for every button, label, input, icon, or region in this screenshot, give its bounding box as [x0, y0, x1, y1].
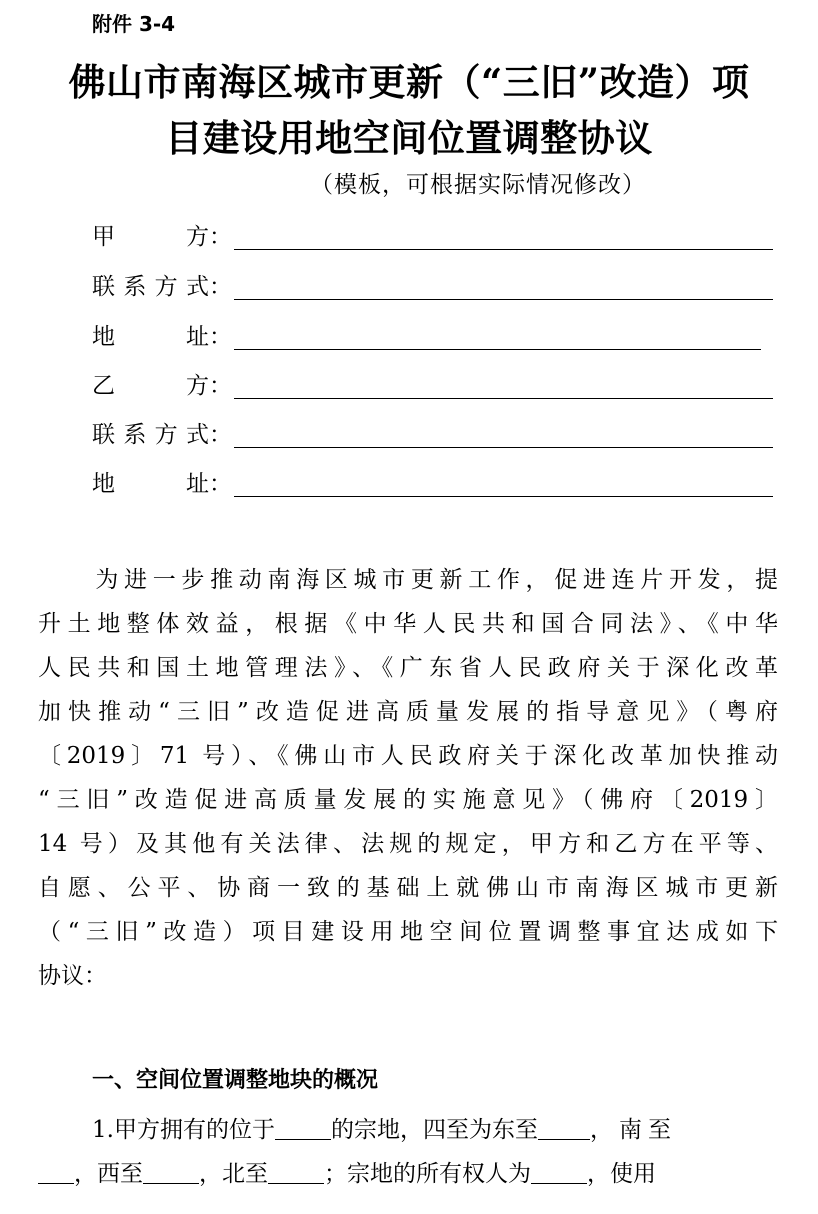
label-char: 系 [123, 274, 147, 300]
owner-blank[interactable] [531, 1160, 587, 1184]
label-char: 系 [123, 422, 147, 448]
clause-text: 1.甲方拥有的位于 [92, 1117, 275, 1143]
clause-text: ，西至 [74, 1161, 143, 1187]
label-char: 联 [92, 274, 115, 300]
party-b-address-label [92, 465, 232, 498]
party-a-address-blank[interactable] [234, 349, 761, 350]
paragraph-line: 自愿、公平、协商一致的基础上就佛山市南海区城市更新 [38, 875, 778, 901]
party-a-contact-blank[interactable] [234, 299, 773, 300]
party-b-contact-label [92, 416, 232, 449]
paragraph-line: 14 号）及其他有关法律、法规的规定，甲方和乙方在平等、 [38, 831, 778, 857]
party-b-contact-blank[interactable] [234, 447, 773, 448]
party-b-label [92, 367, 232, 400]
label-char: 方 [154, 274, 178, 300]
party-a-contact-label [92, 268, 232, 301]
paragraph-line: 协议： [38, 963, 107, 989]
clause-text: 的宗地，四至为东至 [330, 1117, 538, 1143]
party-a-label [92, 218, 232, 251]
party-a-blank[interactable] [234, 249, 773, 250]
location-blank[interactable] [275, 1116, 331, 1140]
clause-text: ；宗地的所有权人为 [324, 1161, 531, 1187]
paragraph-line: 为进一步推动南海区城市更新工作，促进连片开发，提 [38, 567, 778, 593]
label-char: 甲 [92, 224, 115, 250]
party-b-blank[interactable] [234, 398, 773, 399]
west-boundary-blank[interactable] [143, 1160, 199, 1184]
clause-text: ，北至 [199, 1161, 268, 1187]
party-a-address-label [92, 318, 232, 351]
label-char: 联 [92, 422, 115, 448]
label-char: 方 [154, 422, 178, 448]
paragraph-line: “三旧”改造促进高质量发展的实施意见》（佛府〔2019〕 [38, 787, 778, 813]
label-char: 方： [186, 224, 232, 250]
paragraph-line: （“三旧”改造）项目建设用地空间位置调整事宜达成如下 [38, 919, 778, 945]
label-char: 址： [186, 324, 232, 350]
label-char: 乙 [92, 373, 115, 399]
party-b-address-blank[interactable] [234, 496, 773, 497]
clause-line [38, 1152, 778, 1196]
paragraph-line: 人民共和国土地管理法》、《广东省人民政府关于深化改革 [38, 655, 778, 681]
template-note: （模板，可根据实际情况修改） [310, 172, 646, 198]
north-boundary-blank[interactable] [268, 1160, 324, 1184]
label-char: 方： [186, 373, 232, 399]
section-heading-1: 一、空间位置调整地块的概况 [92, 1068, 379, 1093]
paragraph-line: 升土地整体效益，根据《中华人民共和国合同法》、《中华 [38, 611, 778, 637]
intro-paragraph [38, 558, 778, 998]
document-title-line-1: 佛山市南海区城市更新（“三旧”改造）项 [68, 60, 750, 104]
clause-line [38, 1108, 778, 1152]
document-title-line-2: 目建设用地空间位置调整协议 [165, 116, 653, 160]
south-boundary-blank[interactable] [38, 1160, 74, 1184]
east-boundary-blank[interactable] [538, 1116, 590, 1140]
label-char: 式： [185, 422, 232, 448]
clause-1 [38, 1108, 778, 1196]
paragraph-line: 〔2019〕71 号）、《佛山市人民政府关于深化改革加快推动 [38, 743, 778, 769]
label-char: 地 [92, 324, 115, 350]
label-char: 址： [186, 471, 232, 497]
clause-text: ，南至 [589, 1117, 677, 1143]
label-char: 地 [92, 471, 115, 497]
clause-text: ，使用 [587, 1161, 656, 1187]
paragraph-line: 加快推动“三旧”改造促进高质量发展的指导意见》（粤府 [38, 699, 778, 725]
annex-label: 附件 3-4 [92, 12, 176, 36]
label-char: 式： [185, 274, 232, 300]
